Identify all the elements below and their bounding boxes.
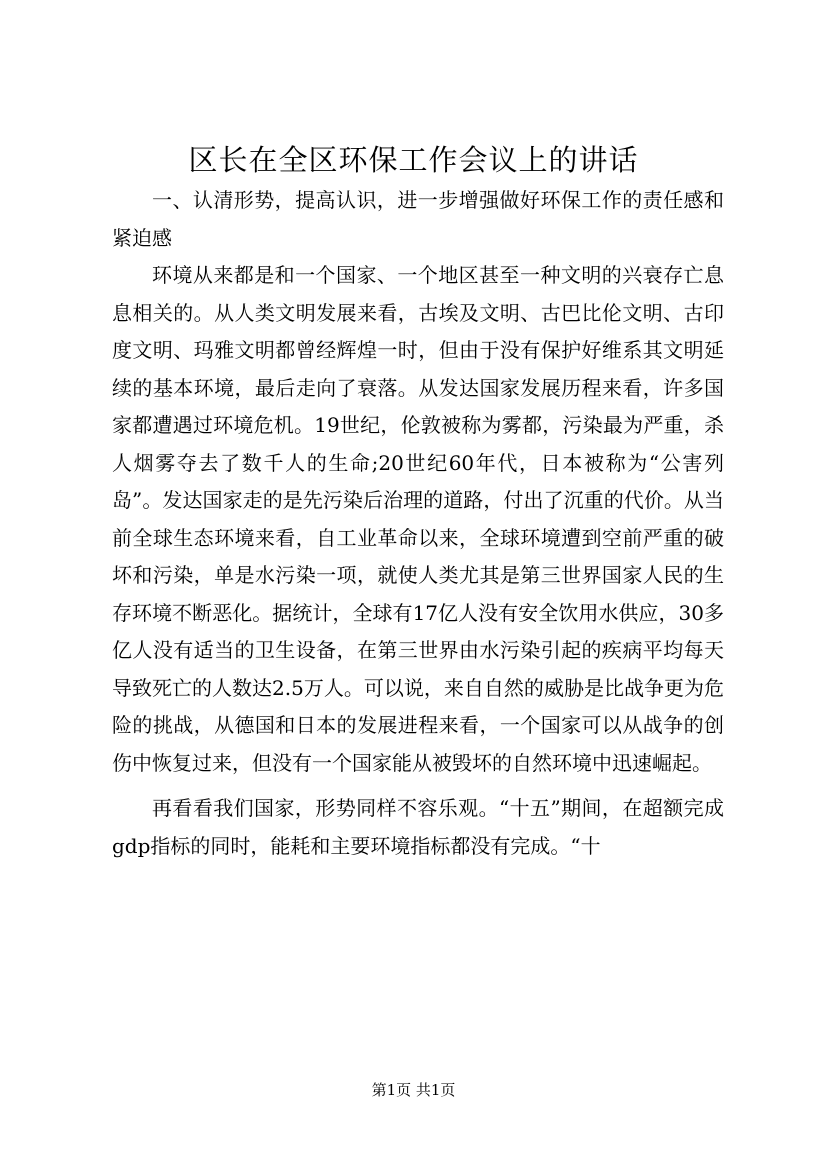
document-body <box>112 182 724 865</box>
section-heading: 一、认清形势，提高认识，进一步增强做好环保工作的责任感和紧迫感 <box>112 188 724 250</box>
body-paragraph: 再看看我们国家，形势同样不容乐观。“十五”期间，在超额完成gdp指标的同时，能耗和主要环境指标都没有完成。“十 <box>112 796 724 858</box>
body-paragraph: 环境从来都是和一个国家、一个地区甚至一种文明的兴衰存亡息息相关的。从人类文明发展来看，古埃及文明、古巴比伦文明、古印度文明、玛雅文明都曾经辉煌一时，但由于没有保护好维系其文明延续的基本环境，最后走向了衰落。从发达国家发展历程来看，许多国家都遭遇过环境危机。19世纪，伦敦被称为雾都，污染最为严重，杀人烟雾夺去了数千人的生命;20世纪60年代，日本被称为“公害列岛”。发达国家走的是先污染后治理的道路，付出了沉重的代价。从当前全球生态环境来看，自工业革命以来，全球环境遭到空前严重的破坏和污染，单是水污染一项，就使人类尤其是第三世界国家人民的生存环境不断恶化。据统计，全球有17亿人没有安全饮用水供应，30多亿人没有适当的卫生设备，在第三世界由水污染引起的疾病平均每天导致死亡的人数达2.5万人。可以说，来自自然的威胁是比战争更为危险的挑战，从德国和日本的发展进程来看，一个国家可以从战争的创伤中恢复过来，但没有一个国家能从被毁坏的自然环境中迅速崛起。 <box>112 263 724 775</box>
document-title: 区长在全区环保工作会议上的讲话 <box>188 143 639 177</box>
page-footer: 第1页 共1页 <box>371 1081 456 1099</box>
